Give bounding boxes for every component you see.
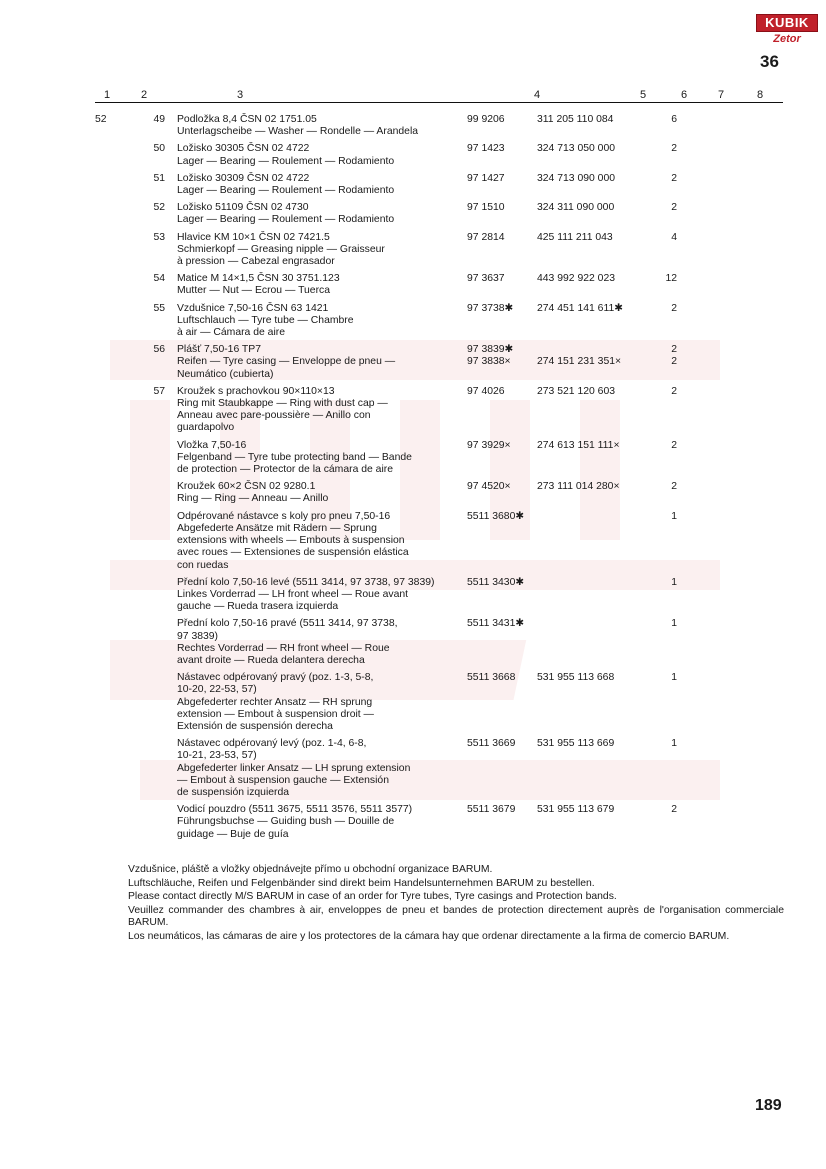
- order-code: [537, 511, 647, 572]
- part-code: 99 9206: [467, 114, 505, 125]
- figure-number: [95, 577, 137, 614]
- part-description: Kroužek 60×2 ČSN 02 9280.1 Ring — Ring — Anneau — Anillo: [177, 481, 329, 505]
- part-description: Hlavice KM 10×1 ČSN 02 7421.5 Schmierkopf — Greasing nipple — Graisseur à pression — Cabezal engrasador: [177, 231, 385, 268]
- part-row: [95, 232, 785, 274]
- figure-number: 52: [95, 114, 107, 125]
- quantity: 12: [665, 273, 677, 285]
- position-number: 49: [153, 114, 165, 125]
- order-code: 274 451 141 611✱: [537, 302, 623, 314]
- part-description: Vzdušnice 7,50-16 ČSN 63 1421 Luftschlauch — Tyre tube — Chambre à air — Cámara de aire: [177, 302, 354, 339]
- order-code: 324 713 050 000: [537, 143, 616, 155]
- order-code: 443 992 922 023: [537, 273, 616, 285]
- column-header: 4: [534, 89, 541, 101]
- part-row: [95, 114, 785, 143]
- part-code: 5511 3680✱: [467, 510, 525, 522]
- part-code: 5511 3679: [467, 804, 516, 816]
- part-description: Ložisko 30309 ČSN 02 4722 Lager — Bearing — Roulement — Rodamiento: [177, 172, 395, 197]
- quantity: 6: [671, 114, 677, 125]
- part-description: Nástavec odpérovaný pravý (poz. 1-3, 5-8, 10-20, 22-53, 57) Abgefederter rechter Ansatz — RH sprung extension — Embout à suspension droit — Extensión de suspensión derecha: [177, 672, 374, 732]
- part-row: [95, 202, 785, 231]
- header-rule: [95, 102, 783, 103]
- part-code: 5511 3430✱: [467, 576, 525, 588]
- quantity: 2: [671, 439, 677, 451]
- part-row: [95, 618, 785, 672]
- part-row: [95, 143, 785, 172]
- part-code: 97 2814: [467, 231, 505, 243]
- part-row: [95, 386, 785, 440]
- figure-number: [95, 481, 137, 505]
- position-number: 52: [153, 202, 165, 214]
- position-number: [137, 804, 177, 841]
- position-number: [137, 672, 177, 733]
- order-code: 274 151 231 351×: [537, 356, 622, 368]
- part-description: Podložka 8,4 ČSN 02 1751.05 Unterlagscheibe — Washer — Rondelle — Arandela: [177, 114, 419, 138]
- part-row: [95, 481, 785, 510]
- column-header: 6: [681, 89, 688, 101]
- note-line: Please contact directly M/S BARUM in case of an order for Tyre tubes, Tyre casings and Protection bands.: [128, 891, 617, 903]
- position-number: [137, 738, 177, 799]
- note-line: Veuillez commander des chambres à air, enveloppes de pneu et bandes de protection directement auprès de l'organisation commerciale BARUM.: [128, 905, 784, 929]
- column-header: 3: [237, 89, 244, 101]
- quantity: 2: [671, 143, 677, 155]
- position-number: [137, 440, 177, 477]
- part-code: 5511 3668: [467, 672, 516, 684]
- column-header: 7: [718, 89, 725, 101]
- quantity: 2: [671, 172, 677, 184]
- brand-logo: [756, 14, 818, 56]
- column-header: 8: [757, 89, 764, 101]
- note-line: Vzdušnice, pláště a vložky objednávejte přímo u obchodní organizace BARUM.: [128, 864, 493, 875]
- part-code: 97 1510: [467, 202, 505, 214]
- part-row: [95, 511, 785, 577]
- figure-number: [95, 303, 137, 340]
- order-code: 273 111 014 280×: [537, 481, 620, 493]
- position-number: 55: [153, 302, 165, 314]
- quantity: 2: [671, 385, 677, 397]
- order-code: 324 713 090 000: [537, 172, 616, 184]
- quantity: 1: [671, 738, 677, 750]
- order-code: 531 955 113 669: [537, 738, 615, 750]
- position-number: [137, 618, 177, 667]
- order-code: [537, 577, 647, 614]
- part-description: Vložka 7,50-16 Felgenband — Tyre tube protecting band — Bande de protection — Protector de la cámara de aire: [177, 439, 412, 476]
- part-description: Odpérované nástavce s koly pro pneu 7,50-16 Abgefederte Ansätze mit Rädern — Sprung extensions with wheels — Embouts à suspension avec roues — Extensiones de suspensión elástica con ruedas: [177, 510, 409, 571]
- order-code: 531 955 113 679: [537, 804, 615, 816]
- part-row: [95, 672, 785, 738]
- part-code: 97 3738✱: [467, 302, 514, 314]
- part-code: 5511 3669: [467, 738, 516, 750]
- part-description: Plášť 7,50-16 TP7 Reifen — Tyre casing — Enveloppe de pneu — Neumático (cubierta): [177, 344, 396, 380]
- figure-number: [95, 143, 137, 167]
- part-code: 97 3839✱ 97 3838×: [467, 344, 514, 368]
- position-number: 53: [153, 231, 165, 243]
- column-header: 5: [640, 89, 647, 101]
- part-description: Nástavec odpérovaný levý (poz. 1-4, 6-8, 10-21, 23-53, 57) Abgefederter linker Ansatz — LH sprung extension — Embout à suspension gauche — Extensión de suspensión izquierda: [177, 738, 411, 798]
- part-description: Ložisko 30305 ČSN 02 4722 Lager — Bearing — Roulement — Rodamiento: [177, 143, 395, 167]
- figure-number: [95, 804, 137, 841]
- brand-logo-text: KUBIK: [756, 14, 818, 32]
- figure-number: [95, 738, 137, 799]
- order-code: 425 111 211 043: [537, 231, 613, 243]
- brand-logo-sub: Zetor: [773, 33, 801, 45]
- part-code: 97 1427: [467, 172, 505, 184]
- quantity: 2: [671, 202, 677, 214]
- part-code: 97 4026: [467, 385, 505, 397]
- figure-number: [95, 440, 137, 477]
- part-row: [95, 440, 785, 482]
- position-number: 56: [153, 344, 165, 356]
- order-code: 531 955 113 668: [537, 672, 615, 684]
- position-number: [137, 511, 177, 572]
- column-header: 1: [104, 89, 111, 101]
- figure-number: [95, 618, 137, 667]
- part-row: [95, 273, 785, 302]
- page-number: 189: [755, 1097, 782, 1114]
- position-number: 57: [153, 385, 165, 397]
- part-description: Kroužek s prachovkou 90×110×13 Ring mit Staubkappe — Ring with dust cap — Anneau avec pare-poussière — Anillo con guardapolvo: [177, 385, 388, 434]
- order-code: 311 205 110 084: [537, 114, 614, 125]
- part-row: [95, 577, 785, 619]
- part-row: [95, 173, 785, 202]
- note-line: Luftschläuche, Reifen und Felgenbänder sind direkt beim Handelsunternehmen BARUM zu bestellen.: [128, 877, 595, 889]
- part-description: Přední kolo 7,50-16 levé (5511 3414, 97 3738, 97 3839) Linkes Vorderrad — LH front wheel — Roue avant gauche — Rueda trasera izquierda: [177, 576, 435, 613]
- figure-number: [95, 173, 137, 197]
- part-description: Ložisko 51109 ČSN 02 4730 Lager — Bearing — Roulement — Rodamiento: [177, 202, 395, 226]
- position-number: [137, 577, 177, 614]
- position-number: 50: [153, 143, 165, 155]
- quantity: 4: [671, 231, 677, 243]
- position-number: 51: [153, 172, 165, 184]
- quantity: 2: [671, 481, 677, 493]
- figure-number: [95, 386, 137, 435]
- note-line: Los neumáticos, las cámaras de aire y los protectores de la cámara hay que ordenar directamente a la firma de comercio BARUM.: [128, 931, 730, 943]
- sheet-number: 36: [760, 52, 779, 71]
- part-row: [95, 804, 785, 846]
- quantity: 1: [671, 510, 677, 522]
- quantity: 2: [671, 804, 677, 816]
- part-description: Vodicí pouzdro (5511 3675, 5511 3576, 5511 3577) Führungsbuchse — Guiding bush — Douille de guidage — Buje de guía: [177, 804, 413, 840]
- figure-number: [95, 202, 137, 226]
- order-code: [537, 618, 647, 667]
- quantity: 2 2: [671, 344, 677, 368]
- quantity: 2: [671, 302, 677, 314]
- figure-number: [95, 232, 137, 269]
- part-description: Matice M 14×1,5 ČSN 30 3751.123 Mutter — Nut — Ecrou — Tuerca: [177, 273, 340, 297]
- figure-number: [95, 672, 137, 733]
- quantity: 1: [671, 618, 677, 630]
- column-header: 2: [141, 89, 148, 101]
- order-code: 274 613 151 111×: [537, 439, 620, 451]
- ordering-notes: [128, 864, 784, 945]
- figure-number: [95, 344, 137, 381]
- part-code: 97 3637: [467, 273, 505, 285]
- order-code: 273 521 120 603: [537, 385, 616, 397]
- part-row: [95, 303, 785, 345]
- part-code: 97 4520×: [467, 481, 511, 493]
- part-code: 97 1423: [467, 143, 505, 155]
- part-description: Přední kolo 7,50-16 pravé (5511 3414, 97 3738, 97 3839) Rechtes Vorderrad — RH front wheel — Roue avant droite — Rueda delantera derecha: [177, 618, 398, 666]
- part-row: [95, 344, 785, 386]
- position-number: 54: [153, 273, 165, 285]
- parts-list: [95, 114, 785, 846]
- position-number: [137, 481, 177, 505]
- part-code: 97 3929×: [467, 439, 511, 451]
- order-code: 324 311 090 000: [537, 202, 615, 214]
- part-code: 5511 3431✱: [467, 618, 525, 630]
- quantity: 1: [671, 672, 677, 684]
- part-row: [95, 738, 785, 804]
- figure-number: [95, 511, 137, 572]
- quantity: 1: [671, 576, 677, 588]
- figure-number: [95, 273, 137, 297]
